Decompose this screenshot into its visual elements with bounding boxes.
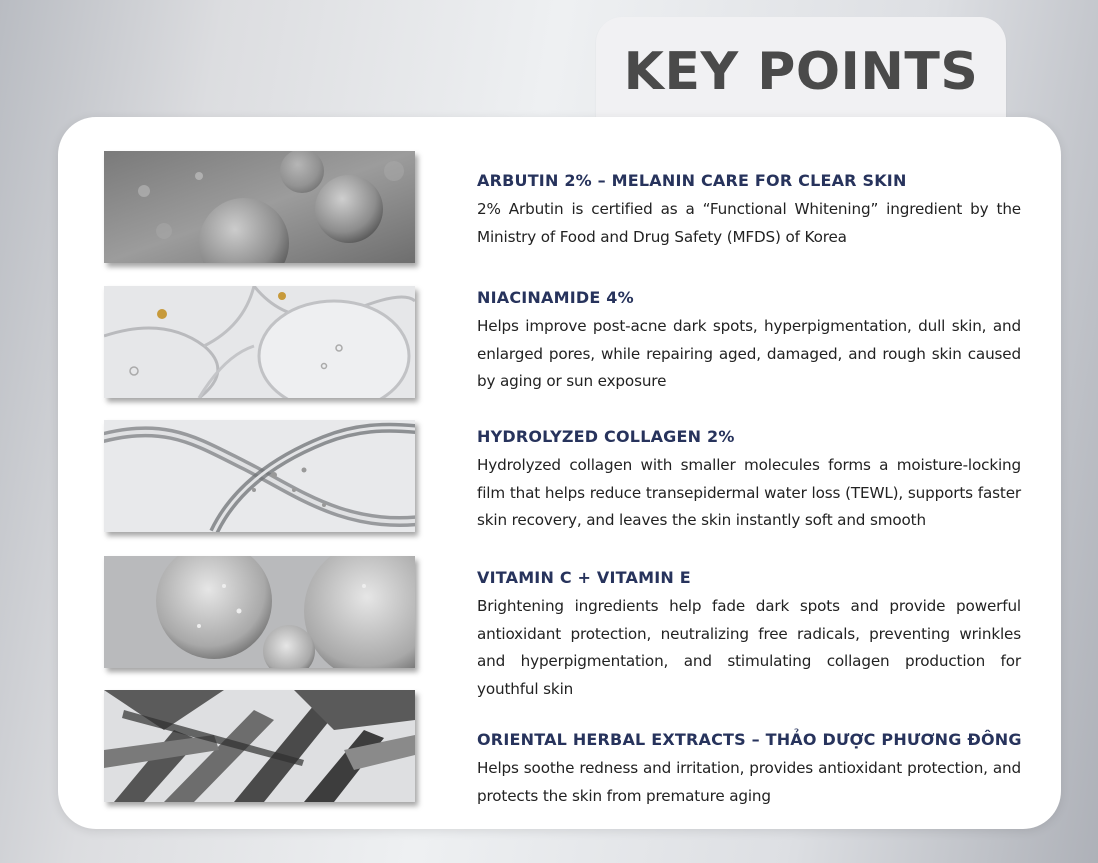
point-heading: NIACINAMIDE 4% — [477, 288, 634, 307]
point-body: Helps soothe redness and irritation, provides antioxidant protection, and protects the skin from premature aging — [477, 759, 1021, 805]
point-heading: HYDROLYZED COLLAGEN 2% — [477, 427, 735, 446]
point-vitamin — [477, 567, 1021, 703]
point-body: Hydrolyzed collagen with smaller molecules forms a moisture-locking film that helps reduce transepidermal water loss (TEWL), supports faster skin recovery, and leaves the skin instantly soft and smooth — [477, 456, 1021, 530]
point-niacinamide — [477, 287, 1021, 396]
helix-image — [104, 420, 415, 532]
point-herbal — [477, 729, 1021, 810]
point-collagen — [477, 426, 1021, 535]
point-arbutin — [477, 170, 1021, 251]
clear-bubbles-image — [104, 286, 415, 398]
point-heading: VITAMIN C + VITAMIN E — [477, 568, 691, 587]
point-body: Helps improve post-acne dark spots, hyperpigmentation, dull skin, and enlarged pores, while repairing aged, damaged, and rough skin caused by aging or sun exposure — [477, 317, 1021, 391]
page-title: KEY POINTS — [623, 42, 979, 102]
point-body: 2% Arbutin is certified as a “Functional Whitening” ingredient by the Ministry of Food and Drug Safety (MFDS) of Korea — [477, 200, 1021, 246]
point-heading: ORIENTAL HERBAL EXTRACTS – THẢO DƯỢC PHƯƠNG ĐÔNG — [477, 730, 1022, 749]
point-heading: ARBUTIN 2% – MELANIN CARE FOR CLEAR SKIN — [477, 171, 907, 190]
bubbles-image — [104, 151, 415, 263]
herbs-image — [104, 690, 415, 802]
droplets-image — [104, 556, 415, 668]
point-body: Brightening ingredients help fade dark spots and provide powerful antioxidant protection, neutralizing free radicals, preventing wrinkles and hyperpigmentation, and stimulating collagen production for youthful skin — [477, 597, 1021, 698]
